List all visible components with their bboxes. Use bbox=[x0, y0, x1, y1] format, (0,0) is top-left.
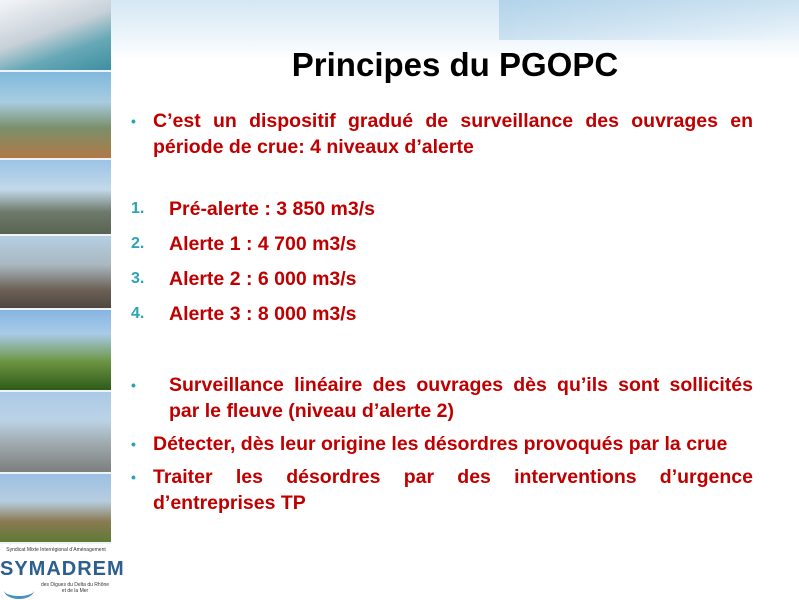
level-text: Alerte 1 : 4 700 m3/s bbox=[169, 233, 357, 255]
intro-item bbox=[131, 108, 753, 160]
alert-level-item bbox=[131, 231, 753, 257]
level-text: Alerte 2 : 6 000 m3/s bbox=[169, 268, 357, 290]
level-number: 1. bbox=[131, 200, 145, 217]
level-text: Alerte 3 : 8 000 m3/s bbox=[169, 303, 357, 325]
slide-title: Principes du PGOPC bbox=[291, 46, 619, 83]
photo-sidebar bbox=[0, 0, 125, 600]
intro-text: C’est un dispositif gradué de surveillance des ouvrages en période de crue: 4 niveaux d’alerte bbox=[153, 110, 753, 158]
symadrem-logo bbox=[0, 544, 125, 600]
slide-content bbox=[131, 108, 753, 516]
level-text: Pré-alerte : 3 850 m3/s bbox=[169, 198, 375, 220]
point-item bbox=[131, 372, 753, 424]
bullet-icon: • bbox=[131, 469, 136, 485]
photo-trees-levee bbox=[0, 474, 111, 542]
level-number: 3. bbox=[131, 270, 145, 287]
logo-wave-icon bbox=[4, 582, 34, 599]
alert-level-item bbox=[131, 266, 753, 292]
logo-bottom-text: des Digues du Delta du Rhône et de la Mer bbox=[40, 582, 110, 594]
level-number: 2. bbox=[131, 235, 145, 252]
alert-level-item bbox=[131, 301, 753, 327]
photo-river-bank bbox=[0, 72, 111, 158]
photo-excavator bbox=[0, 160, 111, 234]
photo-dike-road bbox=[0, 392, 111, 472]
photo-levee-works bbox=[0, 0, 111, 70]
point-text: Surveillance linéaire des ouvrages dès qu’ils sont sollicités par le fleuve (niveau d’alerte 2) bbox=[169, 374, 753, 422]
bullet-icon: • bbox=[131, 436, 136, 452]
photo-riprap bbox=[0, 236, 111, 308]
photo-green-levee bbox=[0, 310, 111, 390]
point-item bbox=[131, 464, 753, 516]
logo-top-text: Syndicat Mixte Interrégional d’Aménagement bbox=[6, 547, 106, 553]
bullet-icon: • bbox=[131, 377, 136, 393]
logo-name: SYMADREM bbox=[0, 558, 125, 580]
level-number: 4. bbox=[131, 305, 145, 322]
point-text: Détecter, dès leur origine les désordres provoqués par la crue bbox=[153, 433, 728, 455]
bullet-icon: • bbox=[131, 113, 136, 129]
point-item bbox=[131, 431, 753, 457]
point-text: Traiter les désordres par des interventions d’urgence d’entreprises TP bbox=[153, 466, 753, 514]
alert-level-item bbox=[131, 196, 753, 222]
